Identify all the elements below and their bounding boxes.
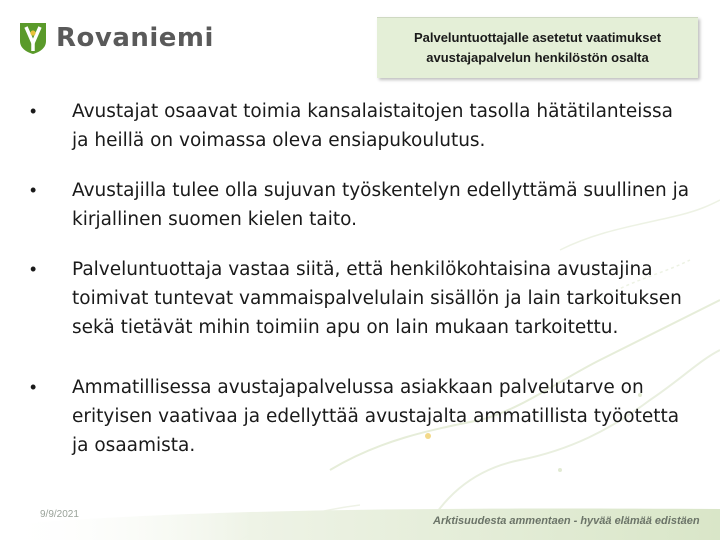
slide-title-line-1: Palveluntuottajalle asetetut vaatimukset <box>413 30 662 45</box>
slide-title-line-2: avustajapalvelun henkilöstön osalta <box>426 50 649 65</box>
bullet-text: Ammatillisessa avustajapalvelussa asiakkaan palvelutarve on erityisen vaativaa ja edellyttää avustajalta ammatillista työotetta ja osaamista. <box>72 377 680 456</box>
bullet-dot: • <box>30 259 37 279</box>
bullet-dot: • <box>30 377 37 397</box>
footer-slogan: Arktisuudesta ammentaen - hyvää elämää edistäen <box>433 515 700 527</box>
bullet-item <box>30 255 695 342</box>
logo-text: Rovaniemi <box>56 23 214 53</box>
bullet-item <box>30 176 695 234</box>
footer-date: 9/9/2021 <box>40 509 79 520</box>
bullet-dot: • <box>30 180 37 200</box>
bullet-text: Avustajat osaavat toimia kansalaistaitojen tasolla hätätilanteissa ja heillä on voimassa oleva ensiapukoulutus. <box>72 101 674 151</box>
rovaniemi-emblem-icon <box>18 21 48 55</box>
bullet-text: Avustajilla tulee olla sujuvan työskentelyn edellyttämä suullinen ja kirjallinen suomen kielen taito. <box>72 180 690 230</box>
bullet-item <box>30 97 695 155</box>
bullet-dot: • <box>30 101 37 121</box>
rovaniemi-logo <box>18 20 214 56</box>
slide-title-box <box>377 17 698 78</box>
bullet-item <box>30 373 695 460</box>
bullet-text: Palveluntuottaja vastaa siitä, että henkilökohtaisina avustajina toimivat tuntevat vammaispalvelulain sisällön ja lain tarkoituksen sekä tietävät mihin toimiin apu on lain mukaan tarkoitettu. <box>72 259 682 338</box>
